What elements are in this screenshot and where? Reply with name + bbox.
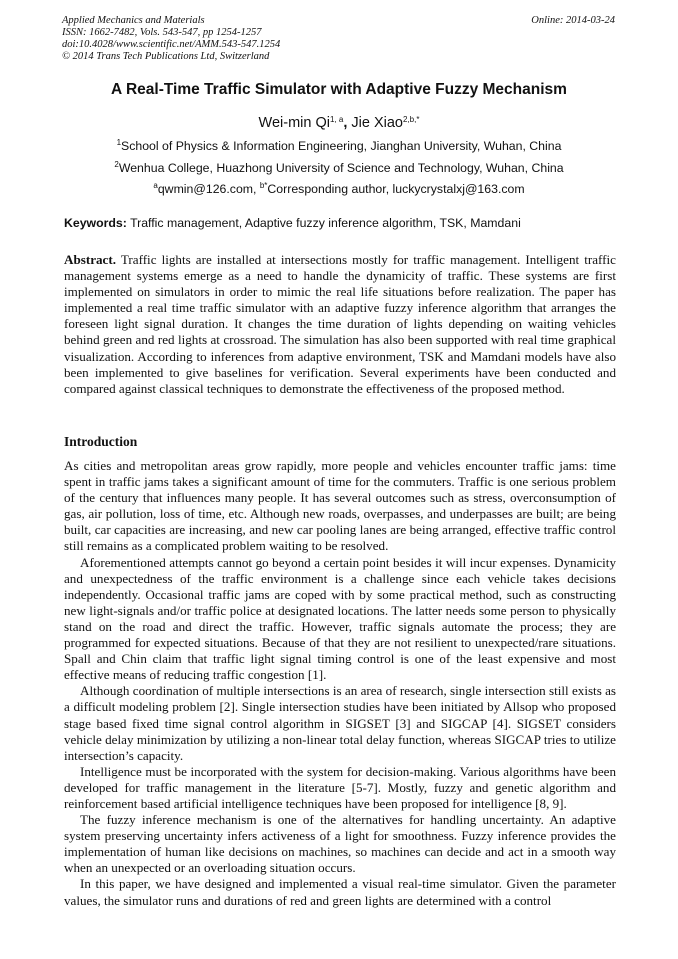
intro-paragraph-5: The fuzzy inference mechanism is one of the alternatives for handling uncertainty. An adaptive system preserving uncertainty infers activeness of a light for smoothness. Fuzzy inference provides the implementation of human like decisions on machines, so machines can decide and act in a smooth way when an unexpected or an overloading situation occurs. <box>64 812 616 876</box>
abstract <box>64 252 616 397</box>
journal-copyright: © 2014 Trans Tech Publications Ltd, Switzerland <box>62 51 270 62</box>
journal-name: Applied Mechanics and Materials <box>62 15 205 26</box>
online-date: Online: 2014-03-24 <box>531 15 615 26</box>
keywords-label: Keywords: <box>64 216 127 230</box>
affiliation-2-text: Wenhua College, Huazhong University of Science and Technology, Wuhan, China <box>118 161 564 175</box>
abstract-label: Abstract. <box>64 252 116 267</box>
keywords-text: Traffic management, Adaptive fuzzy inference algorithm, TSK, Mamdani <box>126 216 521 230</box>
author-1-superscript: 1, a <box>329 115 344 124</box>
intro-paragraph-2: Aforementioned attempts cannot go beyond a certain point besides it will incur expenses. Dynamicity and unexpectedness of the traffic environment is a challenge since each vehicle takes decisions independently. Occasional traffic jams are coped with by some practical method, such as constructing new light-signals and/or traffic police at designated locations. The latter needs some person to physically stand on the road and direct the traffic. However, traffic signals automate the process; they are programmed for expected situations. Because of that they are not resilient to unexpected/rare situations. Spall and Chin claim that traffic light signal timing control is one of the least expensive and most effective means of reducing traffic congestion [1]. <box>64 554 616 683</box>
introduction-body <box>64 458 616 909</box>
author-line <box>0 115 678 131</box>
email-line <box>0 182 678 196</box>
author-2: Jie Xiao <box>351 115 403 131</box>
author-1: Wei-min Qi <box>258 115 330 131</box>
journal-issn: ISSN: 1662-7482, Vols. 543-547, pp 1254-1257 <box>62 27 262 38</box>
affiliation-2-superscript: 2 <box>114 160 119 169</box>
affiliation-2 <box>0 161 678 175</box>
journal-header <box>62 15 615 63</box>
paper-title: A Real-Time Traffic Simulator with Adaptive Fuzzy Mechanism <box>111 81 567 98</box>
affiliation-1-text: School of Physics & Information Engineering, Jianghan University, Wuhan, China <box>121 139 562 153</box>
intro-paragraph-1: As cities and metropolitan areas grow rapidly, more people and vehicles encounter traffic jams: time spent in traffic jams takes a significant amount of time for the commuters. Traffic is one serious problem of the century that influences many people. It has several outcomes such as stress, overconsumption of gas, air pollution, loss of time, etc. Although new roads, overpasses, and underpasses are built; are being built, car capacities are increasing, and new car pooling lanes are being arranged, effective traffic control still remains as a complicated problem waiting to be resolved. <box>64 458 616 554</box>
affiliation-1 <box>0 139 678 153</box>
introduction-heading: Introduction <box>64 434 138 449</box>
email-a-superscript: a <box>153 181 158 190</box>
keywords <box>64 216 616 230</box>
journal-doi: doi:10.4028/www.scientific.net/AMM.543-547.1254 <box>62 39 281 50</box>
intro-paragraph-4: Intelligence must be incorporated with the system for decision-making. Various algorithms have been developed for traffic management in the literature [5-7]. Mostly, fuzzy and genetic algorithm and reinforcement based artificial intelligence techniques have been proposed for intelligence [8, 9]. <box>64 763 616 811</box>
email-a: qwmin@126.com, <box>157 182 260 196</box>
email-b-superscript: b* <box>259 181 268 190</box>
email-b: Corresponding author, luckycrystalxj@163.com <box>267 182 525 196</box>
intro-paragraph-3: Although coordination of multiple intersections is an area of research, single intersection still exists as a difficult modeling problem [2]. Single intersection studies have been initiated by Allsop who proposed stage based fixed time signal control algorithm in SIGSET [3] and SIGCAP [4]. SIGSET considers vehicle delay minimization by utilizing a non-linear total delay function, whereas SIGCAP tries to utilize intersection’s capacity. <box>64 683 616 763</box>
author-2-superscript: 2,b,* <box>402 115 420 124</box>
abstract-text: Traffic lights are installed at intersections mostly for traffic management. Intelligent traffic management systems emerge as a need to handle the dynamicity of traffic. These systems are first implemented on simulators in order to mimic the real life situations before realization. The paper has implemented a real time traffic simulator with an adaptive fuzzy inference algorithm that arranges the foreseen light signal duration. It changes the time duration of lights depending on waiting vehicles behind green and red lights at crossroad. The simulation has also been supported with real time graphical visualization. According to inferences from adaptive environment, TSK and Mamdani models have also been implemented to give baselines for verification. Several experiments have been conducted and compared against classical techniques to demonstrate the effectiveness of the proposed method. <box>64 252 616 396</box>
author-separator: , <box>343 115 352 131</box>
affiliation-1-superscript: 1 <box>116 138 122 147</box>
intro-paragraph-6: In this paper, we have designed and implemented a visual real-time simulator. Given the parameter values, the simulator runs and durations of red and green lights are determined with a control <box>64 876 616 908</box>
